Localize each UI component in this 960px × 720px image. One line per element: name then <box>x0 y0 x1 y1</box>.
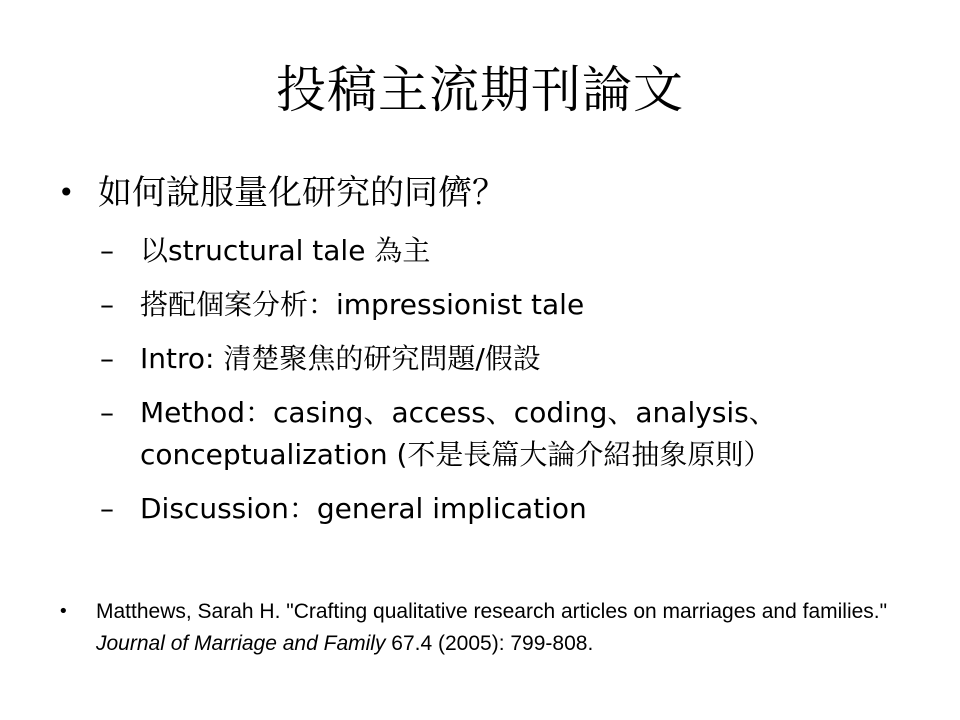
sub-bullet-text <box>140 392 777 476</box>
sub-bullet-text: Intro: 清楚聚焦的研究問題/假設 <box>140 342 541 375</box>
dash-marker: – <box>100 342 114 375</box>
sub-bullet-list <box>100 230 940 542</box>
method-line-1: Method：casing、access、coding、analysis、 <box>140 396 777 429</box>
sub-bullet-text: 以structural tale 為主 <box>140 234 431 267</box>
sub-bullet-text: 搭配個案分析：impressionist tale <box>140 288 585 321</box>
reference-volume-pages: 67.4 (2005): 799-808. <box>385 632 594 655</box>
main-bullet-text: 如何說服量化研究的同儕？ <box>98 173 506 213</box>
main-bullet <box>58 168 506 218</box>
sub-bullet-discussion <box>100 488 940 530</box>
reference-journal: Journal of Marriage and Family <box>96 632 386 655</box>
reference-text <box>96 596 898 660</box>
sub-bullet-structural-tale <box>100 230 940 272</box>
bullet-marker: • <box>58 601 69 622</box>
method-line-2: conceptualization (不是長篇大論介紹抽象原則） <box>140 438 772 471</box>
sub-bullet-text: Discussion：general implication <box>140 492 587 525</box>
sub-bullet-case-analysis <box>100 284 940 326</box>
dash-marker: – <box>100 234 114 267</box>
sub-bullet-method <box>100 392 940 476</box>
sub-bullet-intro <box>100 338 940 380</box>
bullet-marker: • <box>58 176 75 209</box>
reference-citation <box>58 596 898 660</box>
dash-marker: – <box>100 396 114 429</box>
dash-marker: – <box>100 492 114 525</box>
reference-authors-title: Matthews, Sarah H. "Crafting qualitative research articles on marriages and families." <box>96 600 888 623</box>
slide-title: 投稿主流期刊論文 <box>276 61 684 119</box>
dash-marker: – <box>100 288 114 321</box>
